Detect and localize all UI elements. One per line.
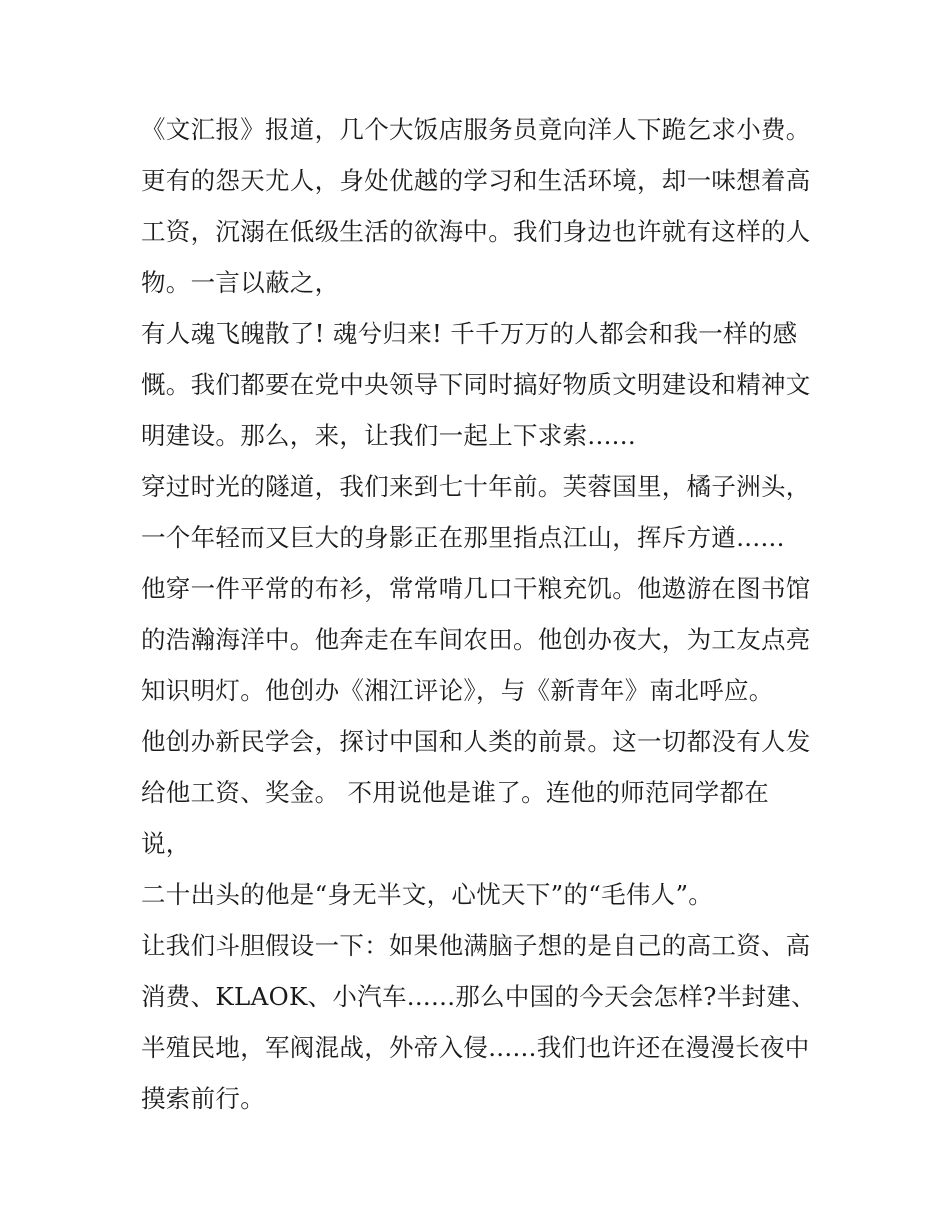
text-line: 更有的怨天尤人，身处优越的学习和生活环境，却一味想着高 — [141, 166, 811, 195]
text-line: 二十出头的他是“身无半文，心忧天下”的“毛伟人”。 — [141, 880, 714, 909]
text-line: 明建设。那么，来，让我们一起上下求索...... — [141, 421, 636, 450]
text-line: 消费、KLAOK、小汽车......那么中国的今天会怎样?半封建、 — [141, 982, 816, 1011]
text-line: 他创办新民学会，探讨中国和人类的前景。这一切都没有人发 — [141, 727, 811, 756]
text-line: 《文汇报》报道，几个大饭店服务员竟向洋人下跪乞求小费。 — [141, 115, 811, 144]
text-line: 知识明灯。他创办《湘江评论》，与《新青年》南北呼应。 — [141, 676, 774, 705]
text-line: 让我们斗胆假设一下：如果他满脑子想的是自己的高工资、高 — [141, 931, 811, 960]
text-line: 摸索前行。 — [141, 1084, 265, 1113]
text-line: 物。一言以蔽之， — [141, 268, 340, 297]
text-line: 说， — [141, 829, 191, 858]
body-text — [141, 104, 821, 1124]
text-line: 给他工资、奖金。 不用说他是谁了。连他的师范同学都在 — [141, 778, 770, 807]
text-line: 有人魂飞魄散了! 魂兮归来! 千千万万的人都会和我一样的感 — [141, 319, 798, 348]
text-line: 半殖民地，军阀混战，外帝入侵......我们也许还在漫漫长夜中 — [141, 1033, 810, 1062]
text-line: 一个年轻而又巨大的身影正在那里指点江山，挥斥方遒...... — [141, 523, 785, 552]
text-line: 穿过时光的隧道，我们来到七十年前。芙蓉国里，橘子洲头， — [141, 472, 811, 501]
text-line: 慨。我们都要在党中央领导下同时搞好物质文明建设和精神文 — [141, 370, 811, 399]
text-line: 他穿一件平常的布衫，常常啃几口干粮充饥。他遨游在图书馆 — [141, 574, 811, 603]
text-line: 工资，沉溺在低级生活的欲海中。我们身边也许就有这样的人 — [141, 217, 811, 246]
text-line: 的浩瀚海洋中。他奔走在车间农田。他创办夜大，为工友点亮 — [141, 625, 811, 654]
